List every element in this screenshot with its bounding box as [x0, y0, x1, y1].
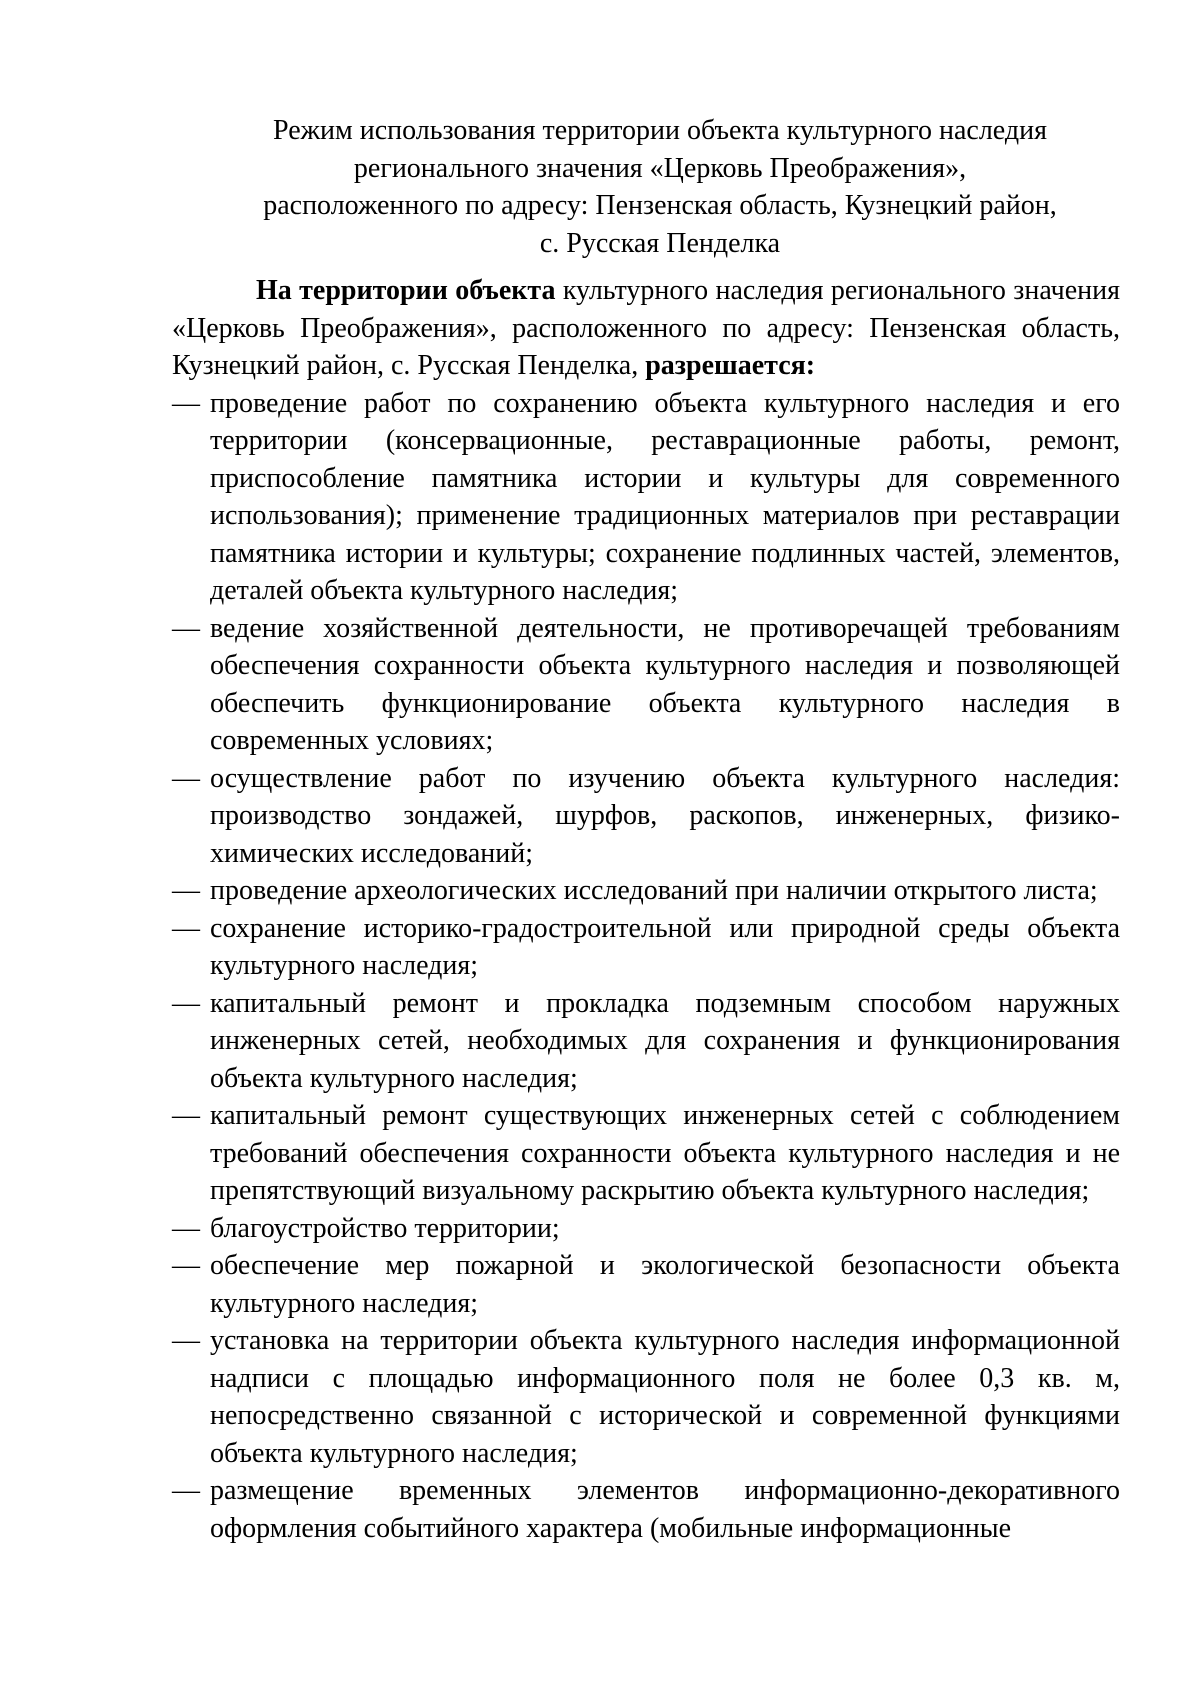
list-item-text: обеспечение мер пожарной и экологической безопасности объекта культурного наследия;: [210, 1250, 1120, 1319]
document-title: [240, 112, 1080, 262]
list-item-text: сохранение историко-градостроительной или природной среды объекта культурного наследия;: [210, 912, 1120, 981]
title-line-4: с. Русская Пенделка: [539, 227, 781, 259]
list-item-text: установка на территории объекта культурного наследия информационной надписи с площадью информационного поля не более 0,3 кв. м, непосредственно связанной с исторической и современной функциями объекта культурного наследия;: [210, 1325, 1120, 1469]
list-item: [172, 1322, 1120, 1472]
list-item-text: проведение археологических исследований при наличии открытого листа;: [210, 875, 1098, 906]
dash-bullet: —: [172, 1250, 200, 1281]
dash-bullet: —: [172, 1325, 200, 1356]
list-item: [172, 985, 1120, 1098]
list-item-text: размещение временных элементов информационно-декоративного оформления событийного характера (мобильные информационные: [210, 1475, 1120, 1544]
list-item-text: проведение работ по сохранению объекта культурного наследия и его территории (консервационные, реставрационные работы, ремонт, приспособление памятника истории и культуры для современного использования); применение традиционных материалов при реставрации памятника истории и культуры; сохранение подлинных частей, элементов, деталей объекта культурного наследия;: [210, 387, 1120, 606]
dash-bullet: —: [172, 987, 200, 1019]
dash-bullet: —: [172, 1100, 200, 1131]
dash-bullet: —: [172, 762, 200, 794]
title-line-2: регионального значения «Церковь Преображения»,: [353, 152, 967, 184]
intro-bold-start: На территории объекта: [256, 275, 556, 306]
dash-bullet: —: [172, 612, 200, 644]
list-item: [172, 1247, 1120, 1322]
list-item: [172, 610, 1120, 760]
list-item: [172, 1210, 1120, 1248]
dash-bullet: —: [172, 387, 200, 419]
dash-bullet: —: [172, 1212, 200, 1244]
permitted-activities-list: [172, 385, 1120, 1548]
list-item: [172, 1097, 1120, 1210]
intro-paragraph: [172, 272, 1120, 385]
dash-bullet: —: [172, 912, 200, 944]
list-item: [172, 385, 1120, 610]
list-item: [172, 1472, 1120, 1547]
list-item-text: капитальный ремонт существующих инженерных сетей с соблюдением требований обеспечения сохранности объекта культурного наследия и не препятствующий визуальному раскрытию объекта культурного наследия;: [210, 1100, 1120, 1206]
intro-bold-end: разрешается:: [645, 350, 816, 381]
dash-bullet: —: [172, 1475, 200, 1506]
title-line-1: Режим использования территории объекта культурного наследия: [273, 115, 1047, 146]
list-item-text: ведение хозяйственной деятельности, не противоречащей требованиям обеспечения сохранности объекта культурного наследия и позволяющей обеспечить функционирование объекта культурного наследия в современных условиях;: [210, 612, 1120, 756]
list-item-text: осуществление работ по изучению объекта культурного наследия: производство зондажей, шурфов, раскопов, инженерных, физико-химических исследований;: [210, 762, 1120, 869]
list-item: [172, 760, 1120, 873]
list-item-text: благоустройство территории;: [210, 1212, 560, 1244]
list-item: [172, 910, 1120, 985]
dash-bullet: —: [172, 875, 200, 906]
title-line-3: расположенного по адресу: Пензенская область, Кузнецкий район,: [263, 190, 1057, 221]
list-item-text: капитальный ремонт и прокладка подземным способом наружных инженерных сетей, необходимых для сохранения и функционирования объекта культурного наследия;: [210, 987, 1120, 1094]
document-body: [172, 272, 1120, 1547]
intro-text: культурного наследия регионального значения «Церковь Преображения», расположенного по адресу: Пензенская область, Кузнецкий район, с. Русская Пенделка,: [172, 275, 1120, 381]
list-item: [172, 872, 1120, 910]
